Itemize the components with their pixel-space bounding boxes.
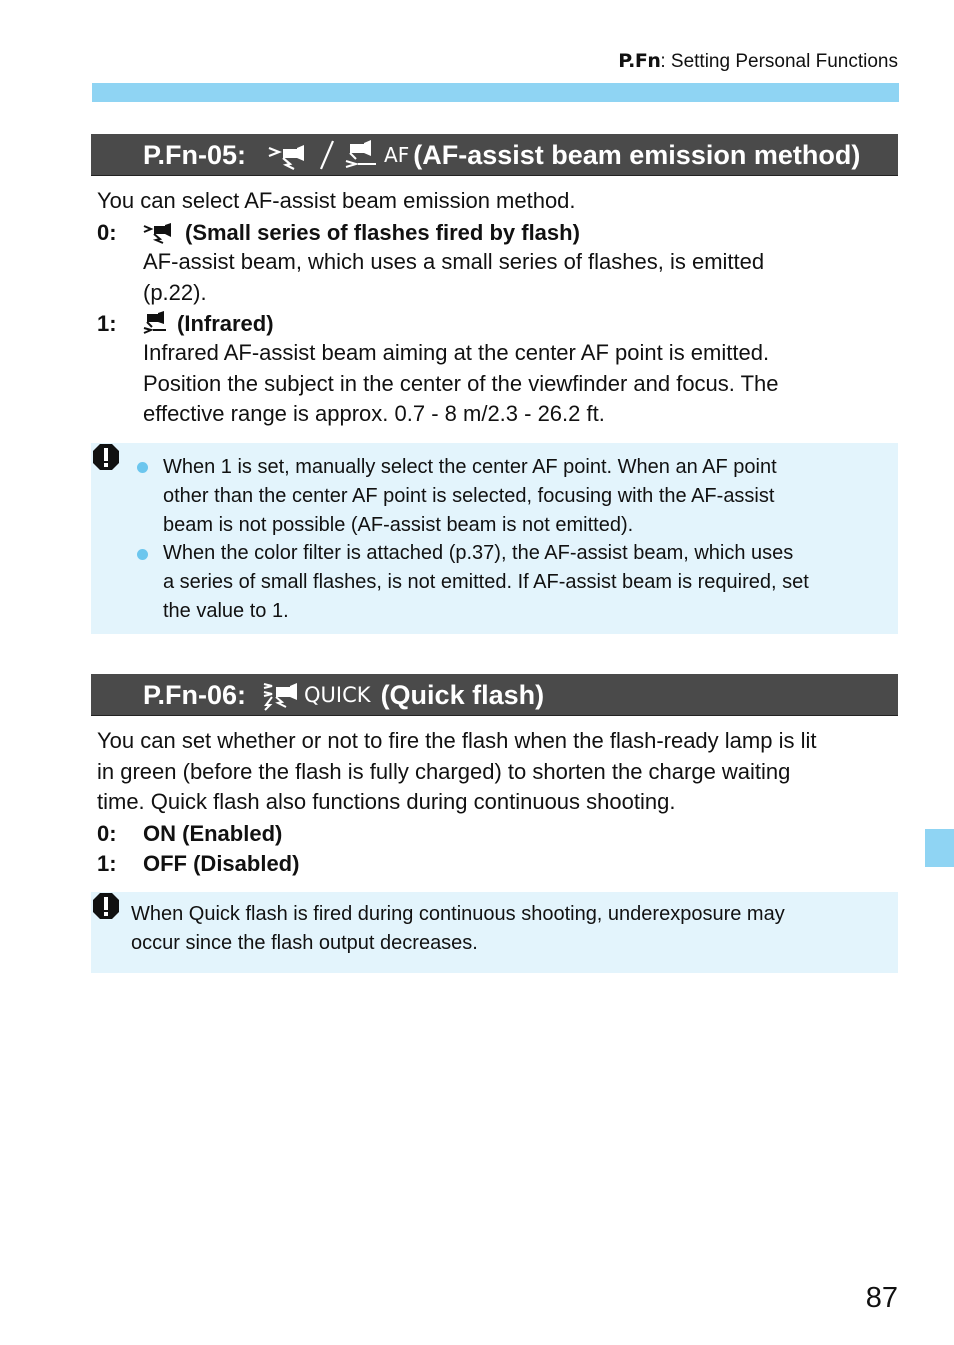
caution-line: occur since the flash output decreases. xyxy=(131,932,478,954)
header-accent-bar xyxy=(92,83,899,102)
running-header xyxy=(618,50,898,73)
quick-symbol: QUICK xyxy=(304,683,371,707)
option-label: OFF (Disabled) xyxy=(143,851,300,876)
option-number: 1: xyxy=(97,311,117,336)
section-intro: You can select AF-assist beam emission method. xyxy=(97,188,576,213)
caution-item xyxy=(163,539,809,626)
running-header-title: : Setting Personal Functions xyxy=(660,51,898,72)
option-0-description xyxy=(143,247,764,308)
option-1-description xyxy=(143,338,779,430)
option-number: 0: xyxy=(97,821,117,846)
option-1 xyxy=(97,849,299,879)
pfn-symbol: P.Fn xyxy=(618,50,661,72)
section-number: P.Fn-06: xyxy=(143,679,247,710)
description-line: effective range is approx. 0.7 - 8 m/2.3 - 26.2 ft. xyxy=(143,401,605,426)
caution-item xyxy=(131,900,785,958)
intro-line: You can set whether or not to fire the flash when the flash-ready lamp is lit xyxy=(97,728,817,753)
caution-line: the value to 1. xyxy=(163,600,289,622)
quick-flash-icon xyxy=(262,679,304,711)
option-label: (Small series of flashes fired by flash) xyxy=(185,220,580,245)
caution-line: other than the center AF point is selected, focusing with the AF-assist xyxy=(163,485,775,507)
section-intro xyxy=(97,726,816,818)
section-header-pfn-05 xyxy=(91,134,898,176)
page-number: 87 xyxy=(865,1282,898,1314)
caution-line: beam is not possible (AF-assist beam is not emitted). xyxy=(163,514,634,536)
option-number: 0: xyxy=(97,220,117,245)
section-title: (AF-assist beam emission method) xyxy=(413,139,861,170)
caution-item xyxy=(163,453,777,540)
caution-box xyxy=(91,443,898,634)
af-symbol: AF xyxy=(384,143,410,167)
caution-line: When 1 is set, manually select the center AF point. When an AF point xyxy=(163,456,777,478)
flash-burst-icon xyxy=(266,140,310,170)
chapter-index-tab xyxy=(925,829,954,867)
bullet-icon xyxy=(137,462,148,473)
caution-box xyxy=(91,892,898,973)
caution-icon xyxy=(92,443,120,473)
intro-line: in green (before the flash is fully charged) to shorten the charge waiting xyxy=(97,758,791,784)
bullet-icon xyxy=(137,549,148,560)
description-line: (p.22). xyxy=(143,279,207,305)
section-number: P.Fn-05: xyxy=(143,139,247,170)
description-line: Position the subject in the center of the viewfinder and focus. The xyxy=(143,370,779,396)
option-0 xyxy=(97,819,282,849)
option-label: (Infrared) xyxy=(177,311,274,336)
slash-divider-icon xyxy=(318,139,336,171)
caution-line: When the color filter is attached (p.37), the AF-assist beam, which uses xyxy=(163,542,794,564)
caution-line: When Quick flash is fired during continuous shooting, underexposure may xyxy=(131,903,785,925)
caution-line: a series of small flashes, is not emitted. If AF-assist beam is required, set xyxy=(163,571,809,593)
description-line: AF-assist beam, which uses a small series of flashes, is emitted xyxy=(143,249,765,274)
option-label: ON (Enabled) xyxy=(143,821,283,846)
infrared-icon xyxy=(344,138,380,172)
intro-line: time. Quick flash also functions during continuous shooting. xyxy=(97,789,676,814)
option-number: 1: xyxy=(97,851,117,876)
description-line: Infrared AF-assist beam aiming at the center AF point is emitted. xyxy=(143,340,770,365)
section-header-pfn-06 xyxy=(91,674,898,716)
caution-icon xyxy=(92,892,120,922)
section-title: (Quick flash) xyxy=(380,679,545,710)
